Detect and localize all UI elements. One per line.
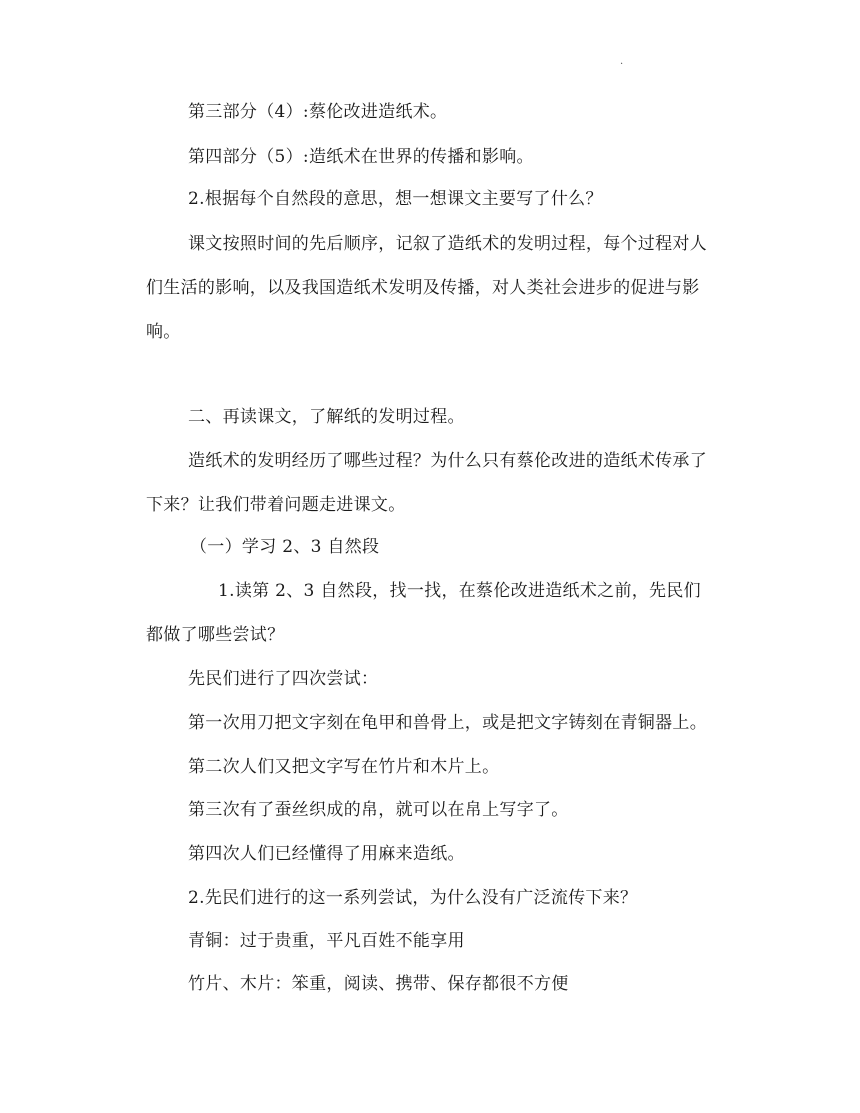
text-line: 下来？让我们带着问题走进课文。 xyxy=(146,495,406,515)
text-line: 2.先民们进行的这一系列尝试，为什么没有广泛流传下来？ xyxy=(188,888,638,908)
text-line: 青铜：过于贵重，平凡百姓不能享用 xyxy=(188,931,465,951)
text-line: 1.读第 2、3 自然段，找一找，在蔡伦改进造纸术之前，先民们 xyxy=(218,581,701,601)
subsection-heading: （一）学习 2、3 自然段 xyxy=(190,537,380,557)
text-line: 先民们进行了四次尝试： xyxy=(188,669,379,689)
text-line: 第一次用刀把文字刻在龟甲和兽骨上，或是把文字铸刻在青铜器上。 xyxy=(188,713,707,733)
text-line: 第二次人们又把文字写在竹片和木片上。 xyxy=(188,757,500,777)
text-line: 2.根据每个自然段的意思，想一想课文主要写了什么？ xyxy=(188,189,603,209)
text-line: 竹片、木片：笨重，阅读、携带、保存都很不方便 xyxy=(188,974,569,994)
text-line: 第三部分（4）:蔡伦改进造纸术。 xyxy=(188,102,448,122)
text-line: 第三次有了蚕丝织成的帛，就可以在帛上写字了。 xyxy=(188,800,569,820)
text-line: 响。 xyxy=(146,322,181,342)
text-line: 课文按照时间的先后顺序，记叙了造纸术的发明过程，每个过程对人 xyxy=(188,234,707,254)
header-mark: . xyxy=(620,56,624,67)
section-heading: 二、再读课文，了解纸的发明过程。 xyxy=(188,407,465,427)
text-line: 们生活的影响，以及我国造纸术发明及传播，对人类社会进步的促进与影 xyxy=(146,278,700,298)
text-line: 造纸术的发明经历了哪些过程？为什么只有蔡伦改进的造纸术传承了 xyxy=(188,451,707,471)
text-line: 第四部分（5）:造纸术在世界的传播和影响。 xyxy=(188,147,534,167)
text-line: 都做了哪些尝试？ xyxy=(146,625,285,645)
text-line: 第四次人们已经懂得了用麻来造纸。 xyxy=(188,844,465,864)
